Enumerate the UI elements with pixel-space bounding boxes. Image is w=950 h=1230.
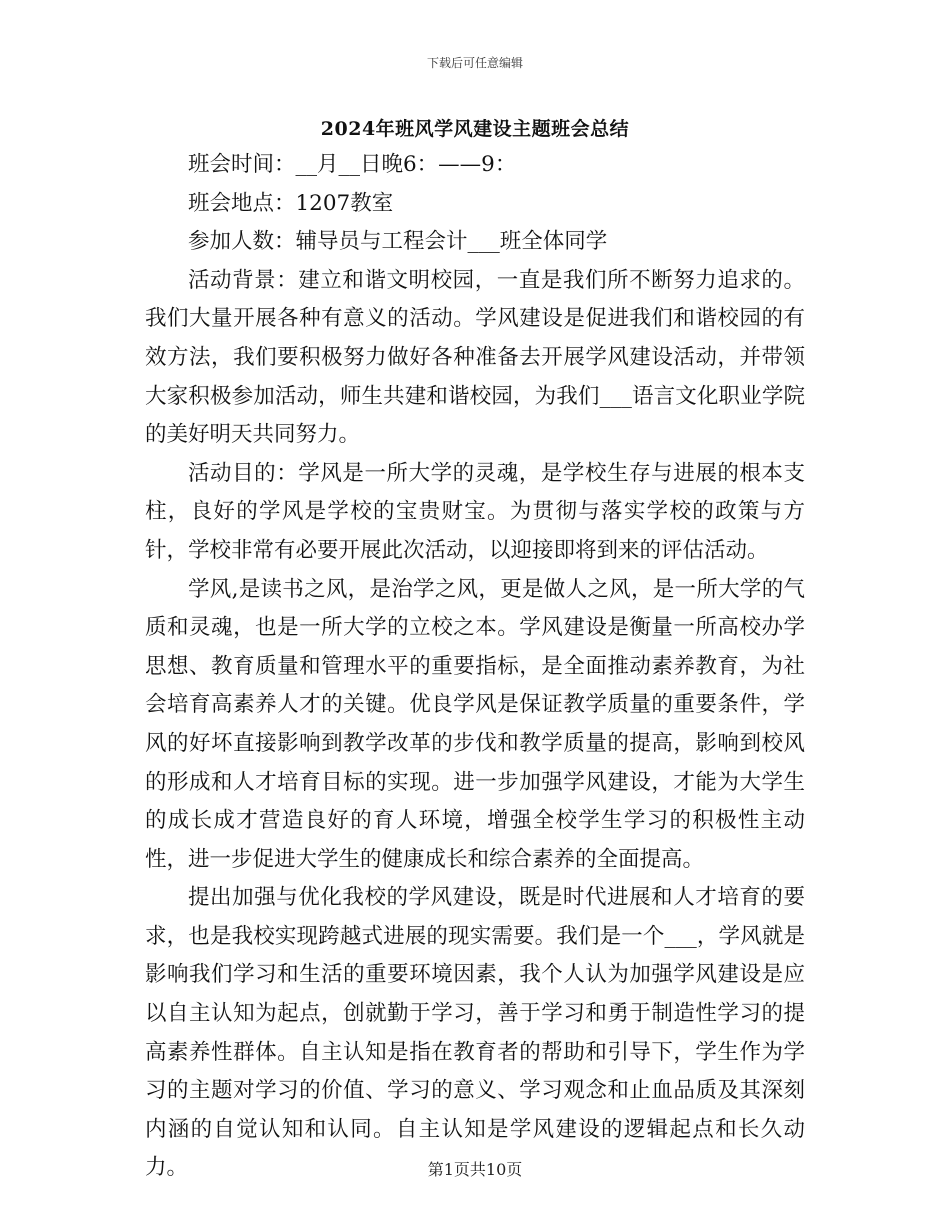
body-paragraph: 提出加强与优化我校的学风建设，既是时代进展和人才培育的要求，也是我校实现跨越式进展的现实需要。我们是一个___，学风就是影响我们学习和生活的重要环境因素，我个人认为加强学风建设是应以自主认知为起点，创就勤于学习，善于学习和勇于制造性学习的提高素养性群体。自主认知是指在教育者的帮助和引导下，学生作为学习的主题对学习的价值、学习的意义、学习观念和止血品质及其深刻内涵的自觉认知和认同。自主认知是学风建设的逻辑起点和长久动力。 xyxy=(145,885,805,1181)
meeting-location: 班会地点：1207教室 xyxy=(188,190,394,216)
attendees: 参加人数：辅导员与工程会计___班全体同学 xyxy=(188,229,608,255)
body-paragraph: 学风,是读书之风，是治学之风，更是做人之风，是一所大学的气质和灵魂，也是一所大学的立校之本。学风建设是衡量一所高校办学思想、教育质量和管理水平的重要指标，是全面推动素养教育，为社会培育高素养人才的关键。优良学风是保证教学质量的重要条件，学风的好坏直接影响到教学改革的步伐和教学质量的提高，影响到校风的形成和人才培育目标的实现。进一步加强学风建设，才能为大学生的成长成才营造良好的育人环境，增强全校学生学习的积极性主动性，进一步促进大学生的健康成长和综合素养的全面提高。 xyxy=(145,576,805,872)
document-body xyxy=(145,146,805,1188)
document-title: 2024年班风学风建设主题班会总结 xyxy=(320,118,630,140)
page-footer: 第1页共10页 xyxy=(427,1160,523,1179)
meeting-time: 班会时间：__月__日晚6：——9： xyxy=(188,152,517,177)
header-note: 下载后可任意编辑 xyxy=(426,56,523,70)
activity-purpose: 活动目的：学风是一所大学的灵魂，是学校生存与进展的根本支柱，良好的学风是学校的宝贵财宝。为贯彻与落实学校的政策与方针，学校非常有必要开展此次活动，以迎接即将到来的评估活动。 xyxy=(145,460,805,563)
activity-background: 活动背景：建立和谐文明校园，一直是我们所不断努力追求的。我们大量开展各种有意义的活动。学风建设是促进我们和谐校园的有效方法，我们要积极努力做好各种准备去开展学风建设活动，并带领大家积极参加活动，师生共建和谐校园，为我们___语言文化职业学院的美好明天共同努力。 xyxy=(145,267,805,448)
